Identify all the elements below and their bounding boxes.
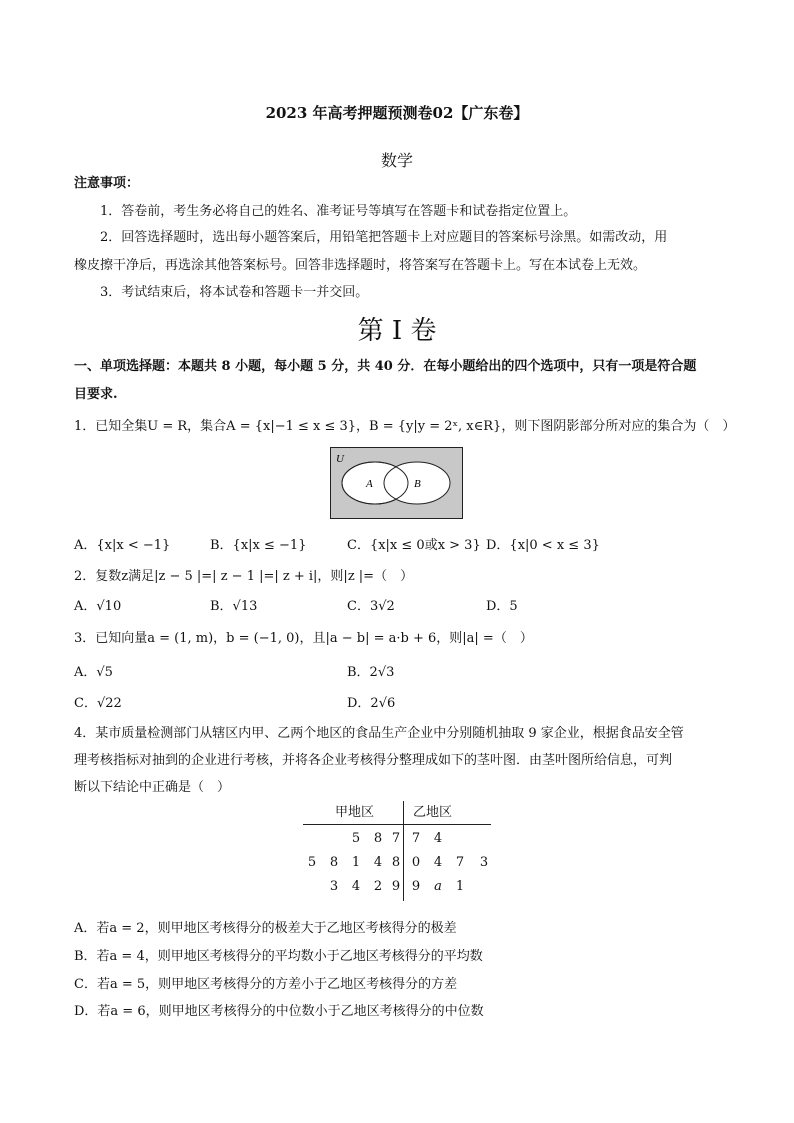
left-leaf: 3 <box>329 879 339 894</box>
right-leaf: 9 <box>411 879 421 894</box>
q4-option-b: B．若a = 4，则甲地区考核得分的平均数小于乙地区考核得分的平均数 <box>74 949 483 964</box>
q2-option-a: A．√10 <box>74 599 122 614</box>
q3-option-c: C．√22 <box>74 696 122 711</box>
q1-option-d: D．{x|0 < x ≤ 3} <box>486 538 600 553</box>
venn-diagram <box>330 447 463 519</box>
stem-leaf-plot <box>303 801 491 901</box>
left-leaf: 4 <box>373 855 383 870</box>
stem-digit: 7 <box>391 831 401 846</box>
subject-title: 数学 <box>380 151 413 170</box>
question-3-stem: 3．已知向量a = (1, m)，b = (−1, 0)，且|a − b| = a·b + 6，则|a| =（ ） <box>74 631 533 646</box>
universe-label: U <box>336 453 344 465</box>
right-leaf: 4 <box>433 855 443 870</box>
right-leaf: 3 <box>479 855 489 870</box>
notice-item: 3．考试结束后，将本试卷和答题卡一并交回。 <box>100 285 369 300</box>
q2-option-b: B．√13 <box>210 599 258 614</box>
q3-option-b: B．2√3 <box>347 665 395 680</box>
question-4-stem: 4．某市质量检测部门从辖区内甲、乙两个地区的食品生产企业中分别随机抽取 9 家企业，根据食品安全管 <box>74 726 684 741</box>
notice-item: 1．答卷前，考生务必将自己的姓名、准考证号等填写在答题卡和试卷指定位置上。 <box>100 204 577 219</box>
q1-option-c: C．{x|x ≤ 0或x > 3} <box>347 538 481 553</box>
q2-option-d: D．5 <box>486 599 518 614</box>
left-header: 甲地区 <box>335 805 375 820</box>
left-leaf: 1 <box>351 855 361 870</box>
right-leaf: 1 <box>455 879 465 894</box>
q4-option-a: A．若a = 2，则甲地区考核得分的极差大于乙地区考核得分的极差 <box>74 921 457 936</box>
q4-option-d: D．若a = 6，则甲地区考核得分的中位数小于乙地区考核得分的中位数 <box>74 1004 484 1019</box>
left-leaf: 5 <box>307 855 317 870</box>
question-2-stem: 2．复数z满足|z − 5 |=| z − 1 |=| z + i|，则|z |=（ ） <box>74 569 414 584</box>
right-leaf: a <box>434 879 442 894</box>
q3-option-a: A．√5 <box>74 665 113 680</box>
set-b-label: B <box>414 478 421 490</box>
volume-heading: 第 I 卷 <box>357 316 437 346</box>
notice-item: 2．回答选择题时，选出每小题答案后，用铅笔把答题卡上对应题目的答案标号涂黑。如需改动，用 <box>100 230 668 245</box>
question-4-stem: 理考核指标对抽到的企业进行考核，并将各企业考核得分整理成如下的茎叶图．由茎叶图所给信息，可判 <box>74 753 673 768</box>
section-heading: 一、单项选择题：本题共 8 小题，每小题 5 分，共 40 分．在每小题给出的四个选项中，只有一项是符合题 <box>74 359 697 374</box>
right-leaf: 4 <box>433 831 443 846</box>
right-leaf: 7 <box>411 831 421 846</box>
left-leaf: 8 <box>329 855 339 870</box>
q2-option-c: C．3√2 <box>347 599 395 614</box>
set-a-label: A <box>366 478 373 490</box>
q1-option-b: B．{x|x ≤ −1} <box>210 538 307 553</box>
stem-divider <box>403 801 404 901</box>
right-leaf: 7 <box>455 855 465 870</box>
header-rule <box>303 824 491 825</box>
exam-title: 2023 年高考押题预测卷02【广东卷】 <box>265 104 529 122</box>
left-leaf: 8 <box>373 831 383 846</box>
q4-option-c: C．若a = 5，则甲地区考核得分的方差小于乙地区考核得分的方差 <box>74 977 458 992</box>
notice-heading: 注意事项： <box>74 176 140 191</box>
right-header: 乙地区 <box>413 805 453 820</box>
left-leaf: 5 <box>351 831 361 846</box>
q1-option-a: A．{x|x < −1} <box>74 538 171 553</box>
question-4-stem: 断以下结论中正确是（ ） <box>74 780 231 795</box>
stem-digit: 8 <box>391 855 401 870</box>
section-heading: 目要求. <box>74 387 118 402</box>
stem-digit: 9 <box>391 879 401 894</box>
left-leaf: 2 <box>373 879 383 894</box>
question-1-stem: 1．已知全集U = R，集合A = {x|−1 ≤ x ≤ 3}，B = {y|y = 2ˣ, x∈R}，则下图阴影部分所对应的集合为（ ） <box>74 419 736 434</box>
right-leaf: 0 <box>411 855 421 870</box>
q3-option-d: D．2√6 <box>347 696 396 711</box>
left-leaf: 4 <box>351 879 361 894</box>
notice-item: 橡皮擦干净后，再选涂其他答案标号。回答非选择题时，将答案写在答题卡上。写在本试卷上无效。 <box>74 258 647 273</box>
